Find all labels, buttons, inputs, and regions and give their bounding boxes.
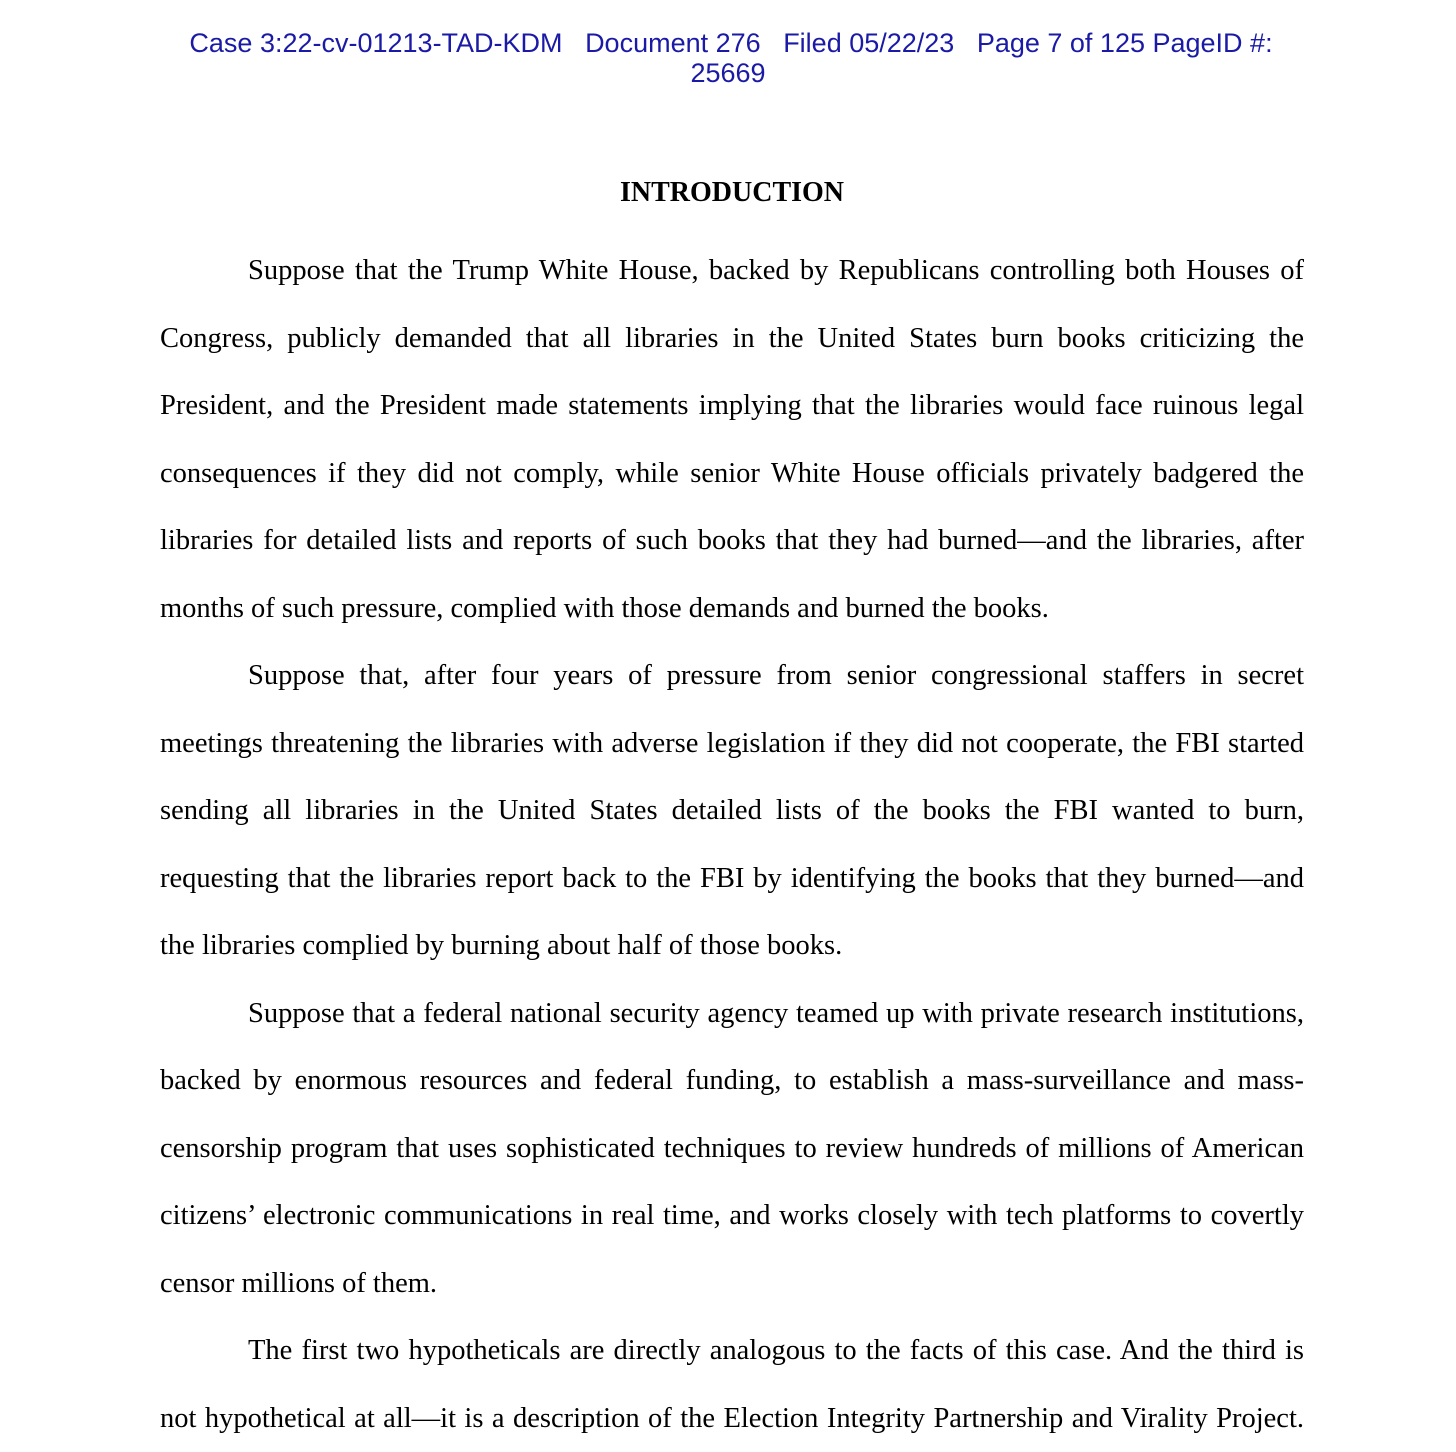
paragraph-3: Suppose that a federal national security agency teamed up with private research institutions, backed by enormous resources and federal funding, to establish a mass-surveillance and mass-censorship program that uses sophisticated techniques to review hundreds of millions of American citizens’ electronic communications in real time, and works closely with tech platforms to covertly censor millions of them. — [160, 997, 1304, 1299]
case-number: Case 3:22-cv-01213-TAD-KDM — [189, 28, 563, 58]
filed-date: Filed 05/22/23 — [783, 28, 955, 58]
page-count: Page 7 of 125 — [976, 28, 1145, 58]
document-number: Document 276 — [585, 28, 761, 58]
case-header — [0, 28, 1456, 88]
paragraph-2: Suppose that, after four years of pressure from senior congressional staffers in secret meetings threatening the libraries with adverse legislation if they did not cooperate, the FBI started sending all libraries in the United States detailed lists of the books the FBI wanted to burn, requesting that the libraries report back to the FBI by identifying the books that they burned—and the libraries complied by burning about half of those books. — [160, 660, 1304, 961]
section-heading: INTRODUCTION — [619, 177, 845, 208]
page-id-label: PageID #: — [1152, 28, 1273, 58]
paragraph-1: Suppose that the Trump White House, backed by Republicans controlling both Houses of Congress, publicly demanded that all libraries in the United States burn books criticizing the President, and the President made statements implying that the libraries would face ruinous legal consequences if they did not comply, while senior White House officials privately badgered the libraries for detailed lists and reports of such books that they had burned—and the libraries, after months of such pressure, complied with those demands and burned the books. — [160, 255, 1304, 624]
page-id-value: 25669 — [690, 58, 766, 88]
case-header-line — [0, 28, 1456, 58]
document-body — [160, 170, 1304, 1452]
paragraph-4: The first two hypotheticals are directly analogous to the facts of this case. And the third is not hypothetical at all—it is a description of the Election Integrity Partnership and Virality Project. — [160, 1335, 1304, 1434]
